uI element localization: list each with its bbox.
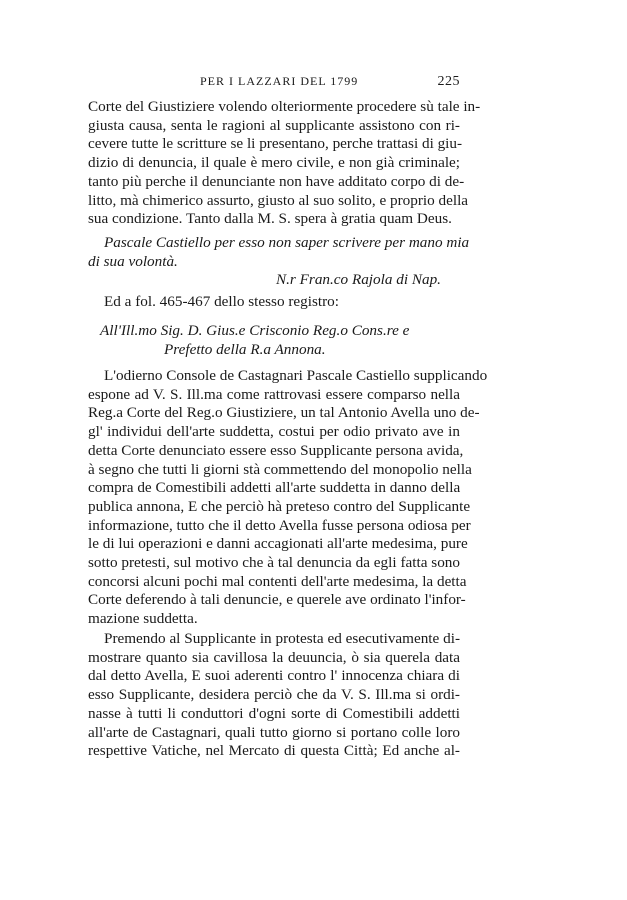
text-line: sua condizione. Tanto dalla M. S. spera à gratia quam Deus. [88, 210, 452, 228]
text-line: nasse à tutti li conduttori d'ogni sorte di Comestibili addetti [88, 704, 460, 722]
text-line: à segno che tutti li giorni stà commettendo del monopolio nella [88, 460, 472, 478]
text-line: L'odierno Console de Castagnari Pascale Castiello supplicando [104, 367, 488, 384]
text-line: espone ad V. S. Ill.ma come rattrovasi essere comparso nella [88, 385, 460, 403]
notary-signature: N.r Fran.co Rajola di Nap. [276, 271, 441, 288]
text-line: Reg.a Corte del Reg.o Giustiziere, un tal Antonio Avella uno de- [88, 404, 480, 422]
text-line: informazione, tutto che il detto Avella fusse persona odiosa per [88, 516, 471, 534]
text-line: gl' individui dell'arte suddetta, costui per odio privato ave in [88, 423, 460, 441]
address-line-1: All'Ill.mo Sig. D. Gius.e Crisconio Reg.o Cons.re e [100, 322, 410, 339]
text-line: concorsi alcuni pochi mal contenti dell'arte medesima, la detta [88, 572, 467, 590]
text-line: Premendo al Supplicante in protesta ed esecutivamente di- [104, 630, 460, 647]
text-line: mostrare quanto sia cavillosa la deuuncia, ò sia querela data [88, 648, 460, 666]
running-header [88, 74, 460, 90]
text-line: Pascale Castiello per esso non saper scrivere per mano mia [104, 234, 470, 251]
text-line: dal detto Avella, E suoi aderenti contro l' innocenza chiara di [88, 667, 460, 685]
address-line-2: Prefetto della R.a Annona. [164, 341, 326, 358]
petition-paragraph [88, 367, 488, 629]
text-line: di sua volontà. [88, 252, 178, 270]
signature-note [88, 234, 470, 271]
request-paragraph [88, 630, 460, 761]
text-line: tanto più perche il denunciante non have additato corpo di de- [88, 172, 465, 190]
running-title: PER I LAZZARI DEL 1799 [200, 74, 359, 88]
register-reference: Ed a fol. 465-467 dello stesso registro: [104, 293, 339, 310]
text-line: sotto pretesti, sul motivo che à tal denuncia da egli fatta sono [88, 554, 460, 572]
text-line: Corte del Giustiziere volendo olteriormente procedere sù tale in- [88, 98, 481, 115]
text-line: giusta causa, senta le ragioni al supplicante assistono con ri- [88, 116, 460, 134]
text-line: litto, mà chimerico assurto, giusto al suo solito, e proprio della [88, 191, 469, 209]
page-number: 225 [437, 74, 460, 89]
text-line: Corte deferendo à tali denuncie, e querele ave ordinato l'infor- [88, 591, 466, 609]
text-line: le di lui operazioni e danni accagionati all'arte medesima, pure [88, 535, 468, 553]
petition-closing-paragraph [88, 98, 481, 229]
text-line: mazione suddetta. [88, 610, 198, 628]
text-line: all'arte de Castagnari, quali tutto giorno si portano colle loro [88, 723, 460, 741]
text-line: respettive Vatiche, nel Mercato di questa Città; Ed anche al- [88, 742, 460, 760]
text-line: cevere tutte le scritture se li presentano, perche trattasi di giu- [88, 135, 463, 153]
text-line: esso Supplicante, desidera perciò che da V. S. Ill.ma si ordi- [88, 686, 460, 704]
text-line: dizio di denuncia, il quale è mero civile, e non già criminale; [88, 154, 460, 172]
text-line: compra de Comestibili addetti all'arte suddetta in danno della [88, 479, 461, 497]
text-line: detta Corte denunciato essere esso Supplicante persona avida, [88, 441, 464, 459]
text-line: publica annona, E che perciò hà preteso contro del Supplicante [88, 497, 471, 515]
